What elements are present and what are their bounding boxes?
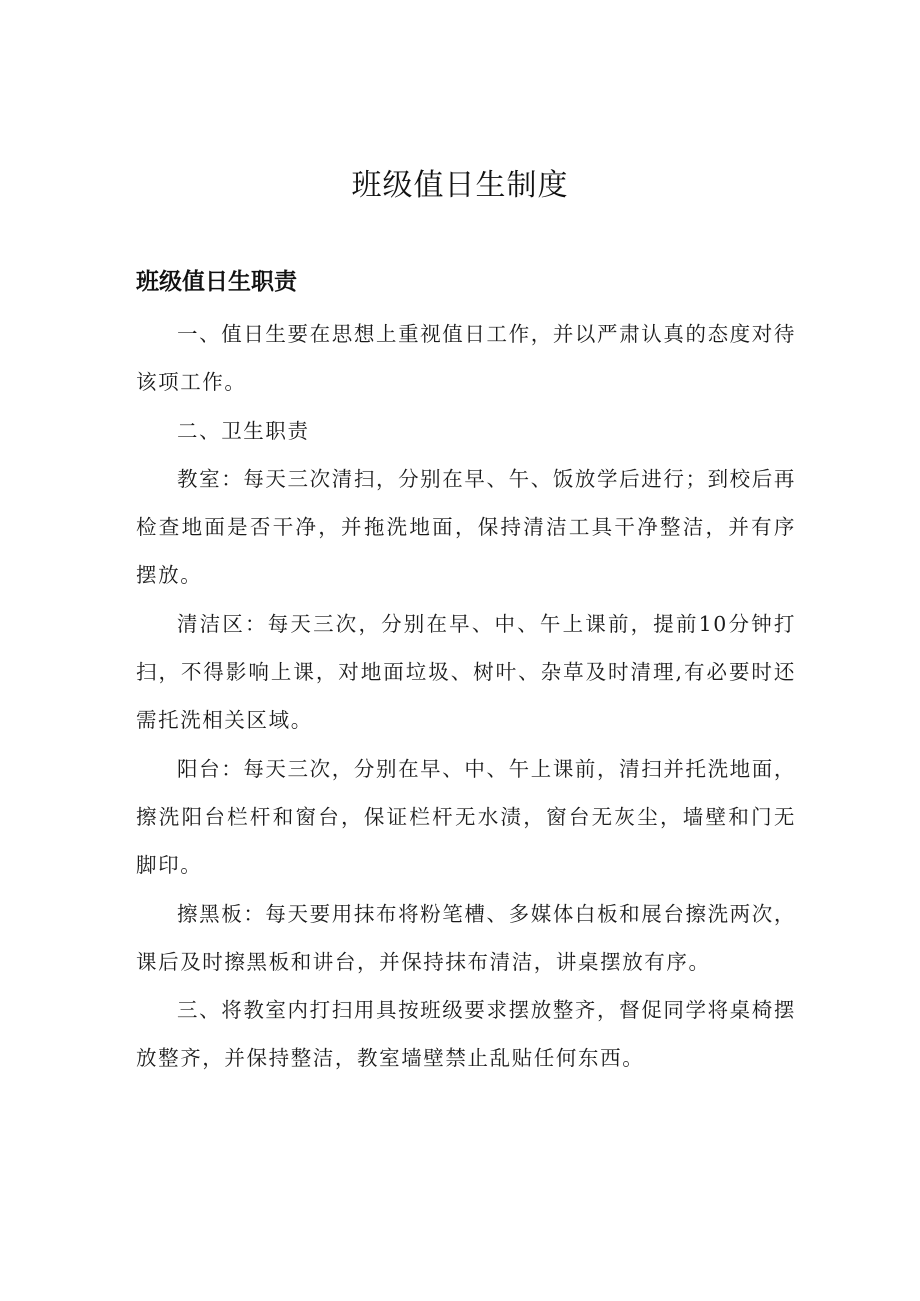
paragraph-hygiene-duties: 二、卫生职责 (177, 418, 310, 443)
paragraph-tools-arrangement: 三、将教室内打扫用具按班级要求摆放整齐，督促同学将桌椅摆放整齐，并保持整洁，教室墙壁禁止乱贴任何东西。 (136, 998, 796, 1071)
paragraph-balcony: 阳台：每天三次，分别在早、中、午上课前，清扫并托洗地面，擦洗阳台栏杆和窗台，保证栏杆无水渍，窗台无灰尘，墙壁和门无脚印。 (136, 756, 796, 878)
paragraph-classroom: 教室：每天三次清扫，分别在早、午、饭放学后进行；到校后再检查地面是否干净，并拖洗地面，保持清洁工具干净整洁，并有序摆放。 (136, 466, 796, 588)
document-body (136, 310, 796, 1083)
section-heading: 班级值日生职责 (136, 269, 297, 295)
document-title: 班级值日生制度 (351, 168, 569, 203)
paragraph-cleaning-area: 清洁区：每天三次，分别在早、中、午上课前，提前10分钟打扫，不得影响上课，对地面垃圾、树叶、杂草及时清理,有必要时还需托洗相关区域。 (136, 611, 796, 733)
paragraph-value-attitude: 一、值日生要在思想上重视值日工作，并以严肃认真的态度对待该项工作。 (136, 322, 796, 395)
paragraph-blackboard: 擦黑板：每天要用抹布将粉笔槽、多媒体白板和展台擦洗两次，课后及时擦黑板和讲台，并保持抹布清洁，讲桌摆放有序。 (136, 901, 796, 974)
